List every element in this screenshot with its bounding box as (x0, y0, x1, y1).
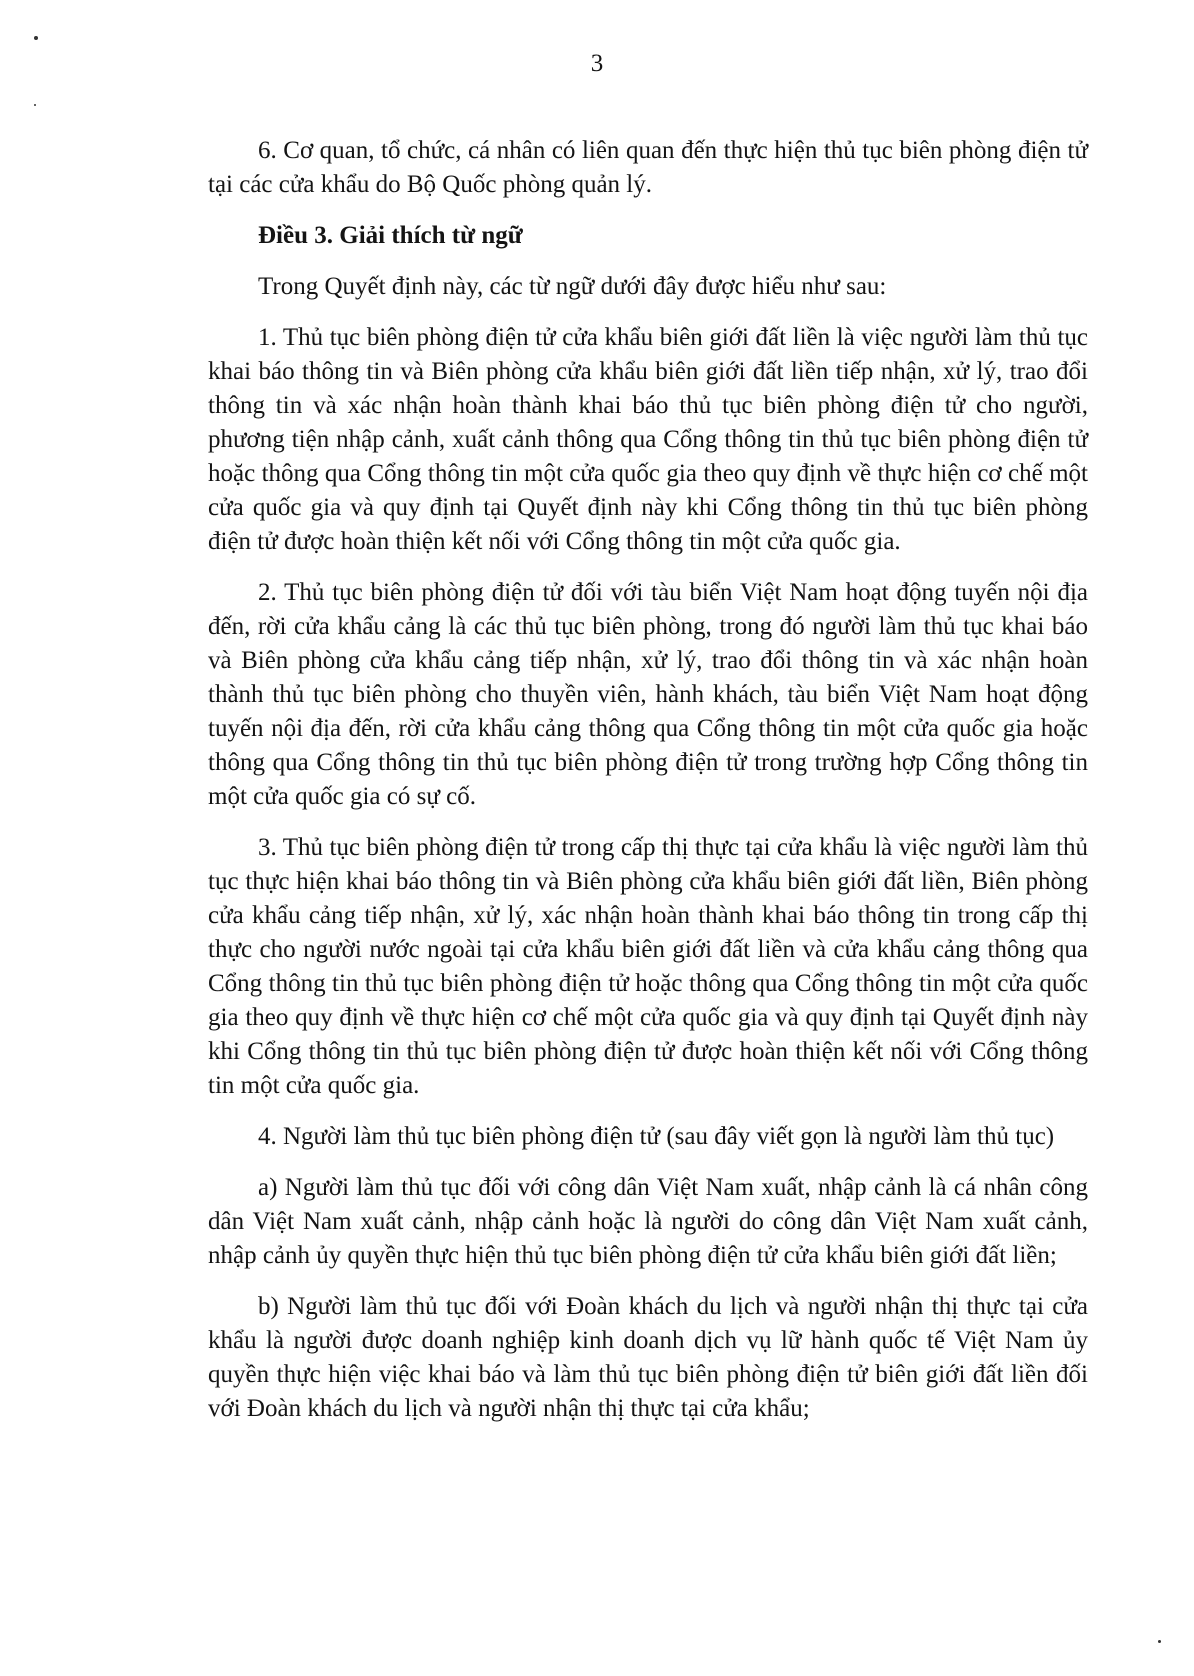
definition-item-2: 2. Thủ tục biên phòng điện tử đối với tàu biển Việt Nam hoạt động tuyến nội địa đến, rời cửa khẩu cảng là các thủ tục biên phòng, trong đó người làm thủ tục khai báo và Biên phòng cửa khẩu cảng tiếp nhận, xử lý, trao đổi thông tin và xác nhận hoàn thành thủ tục biên phòng cho thuyền viên, hành khách, tàu biển Việt Nam hoạt động tuyến nội địa đến, rời cửa khẩu cảng thông qua Cổng thông tin một cửa quốc gia hoặc thông qua Cổng thông tin thủ tục biên phòng điện tử trong trường hợp Cổng thông tin một cửa quốc gia có sự cố. (208, 579, 1088, 810)
definition-item-4: 4. Người làm thủ tục biên phòng điện tử (sau đây viết gọn là người làm thủ tục) (258, 1123, 1055, 1150)
scan-speck (1158, 1640, 1161, 1643)
definition-item-3: 3. Thủ tục biên phòng điện tử trong cấp thị thực tại cửa khẩu là việc người làm thủ tục thực hiện khai báo thông tin và Biên phòng cửa khẩu biên giới đất liền, Biên phòng cửa khẩu cảng tiếp nhận, xử lý, xác nhận hoàn thành khai báo thông tin trong cấp thị thực cho người nước ngoài tại cửa khẩu biên giới đất liền và cửa khẩu cảng thông qua Cổng thông tin thủ tục biên phòng điện tử hoặc thông qua Cổng thông tin một cửa quốc gia theo quy định về thực hiện cơ chế một cửa quốc gia và quy định tại Quyết định này khi Cổng thông tin thủ tục biên phòng điện tử được hoàn thiện kết nối với Cổng thông tin một cửa quốc gia. (208, 834, 1088, 1099)
scan-speck (34, 36, 38, 40)
scan-speck (34, 104, 36, 106)
definition-item-4b: b) Người làm thủ tục đối với Đoàn khách du lịch và người nhận thị thực tại cửa khẩu là người được doanh nghiệp kinh doanh dịch vụ lữ hành quốc tế Việt Nam ủy quyền thực hiện việc khai báo và làm thủ tục biên phòng điện tử biên giới đất liền đối với Đoàn khách du lịch và người nhận thị thực tại cửa khẩu; (208, 1293, 1088, 1422)
definition-item-4a: a) Người làm thủ tục đối với công dân Việt Nam xuất, nhập cảnh là cá nhân công dân Việt Nam xuất cảnh, nhập cảnh hoặc là người do công dân Việt Nam xuất cảnh, nhập cảnh ủy quyền thực hiện thủ tục biên phòng điện tử cửa khẩu biên giới đất liền; (208, 1174, 1088, 1269)
definition-item-1: 1. Thủ tục biên phòng điện tử cửa khẩu biên giới đất liền là việc người làm thủ tục khai báo thông tin và Biên phòng cửa khẩu biên giới đất liền tiếp nhận, xử lý, trao đổi thông tin và xác nhận hoàn thành khai báo thủ tục biên phòng điện tử cho người, phương tiện nhập cảnh, xuất cảnh thông qua Cổng thông tin thủ tục biên phòng điện tử hoặc thông qua Cổng thông tin một cửa quốc gia theo quy định về thực hiện cơ chế một cửa quốc gia và quy định tại Quyết định này khi Cổng thông tin thủ tục biên phòng điện tử được hoàn thiện kết nối với Cổng thông tin một cửa quốc gia. (208, 324, 1088, 555)
article-3-heading: Điều 3. Giải thích từ ngữ (258, 222, 523, 249)
page-number: 3 (590, 50, 604, 77)
document-body (208, 134, 1088, 1443)
paragraph-item-6: 6. Cơ quan, tổ chức, cá nhân có liên quan đến thực hiện thủ tục biên phòng điện tử tại các cửa khẩu do Bộ Quốc phòng quản lý. (208, 137, 1088, 198)
article-3-intro: Trong Quyết định này, các từ ngữ dưới đây được hiểu như sau: (258, 273, 887, 300)
